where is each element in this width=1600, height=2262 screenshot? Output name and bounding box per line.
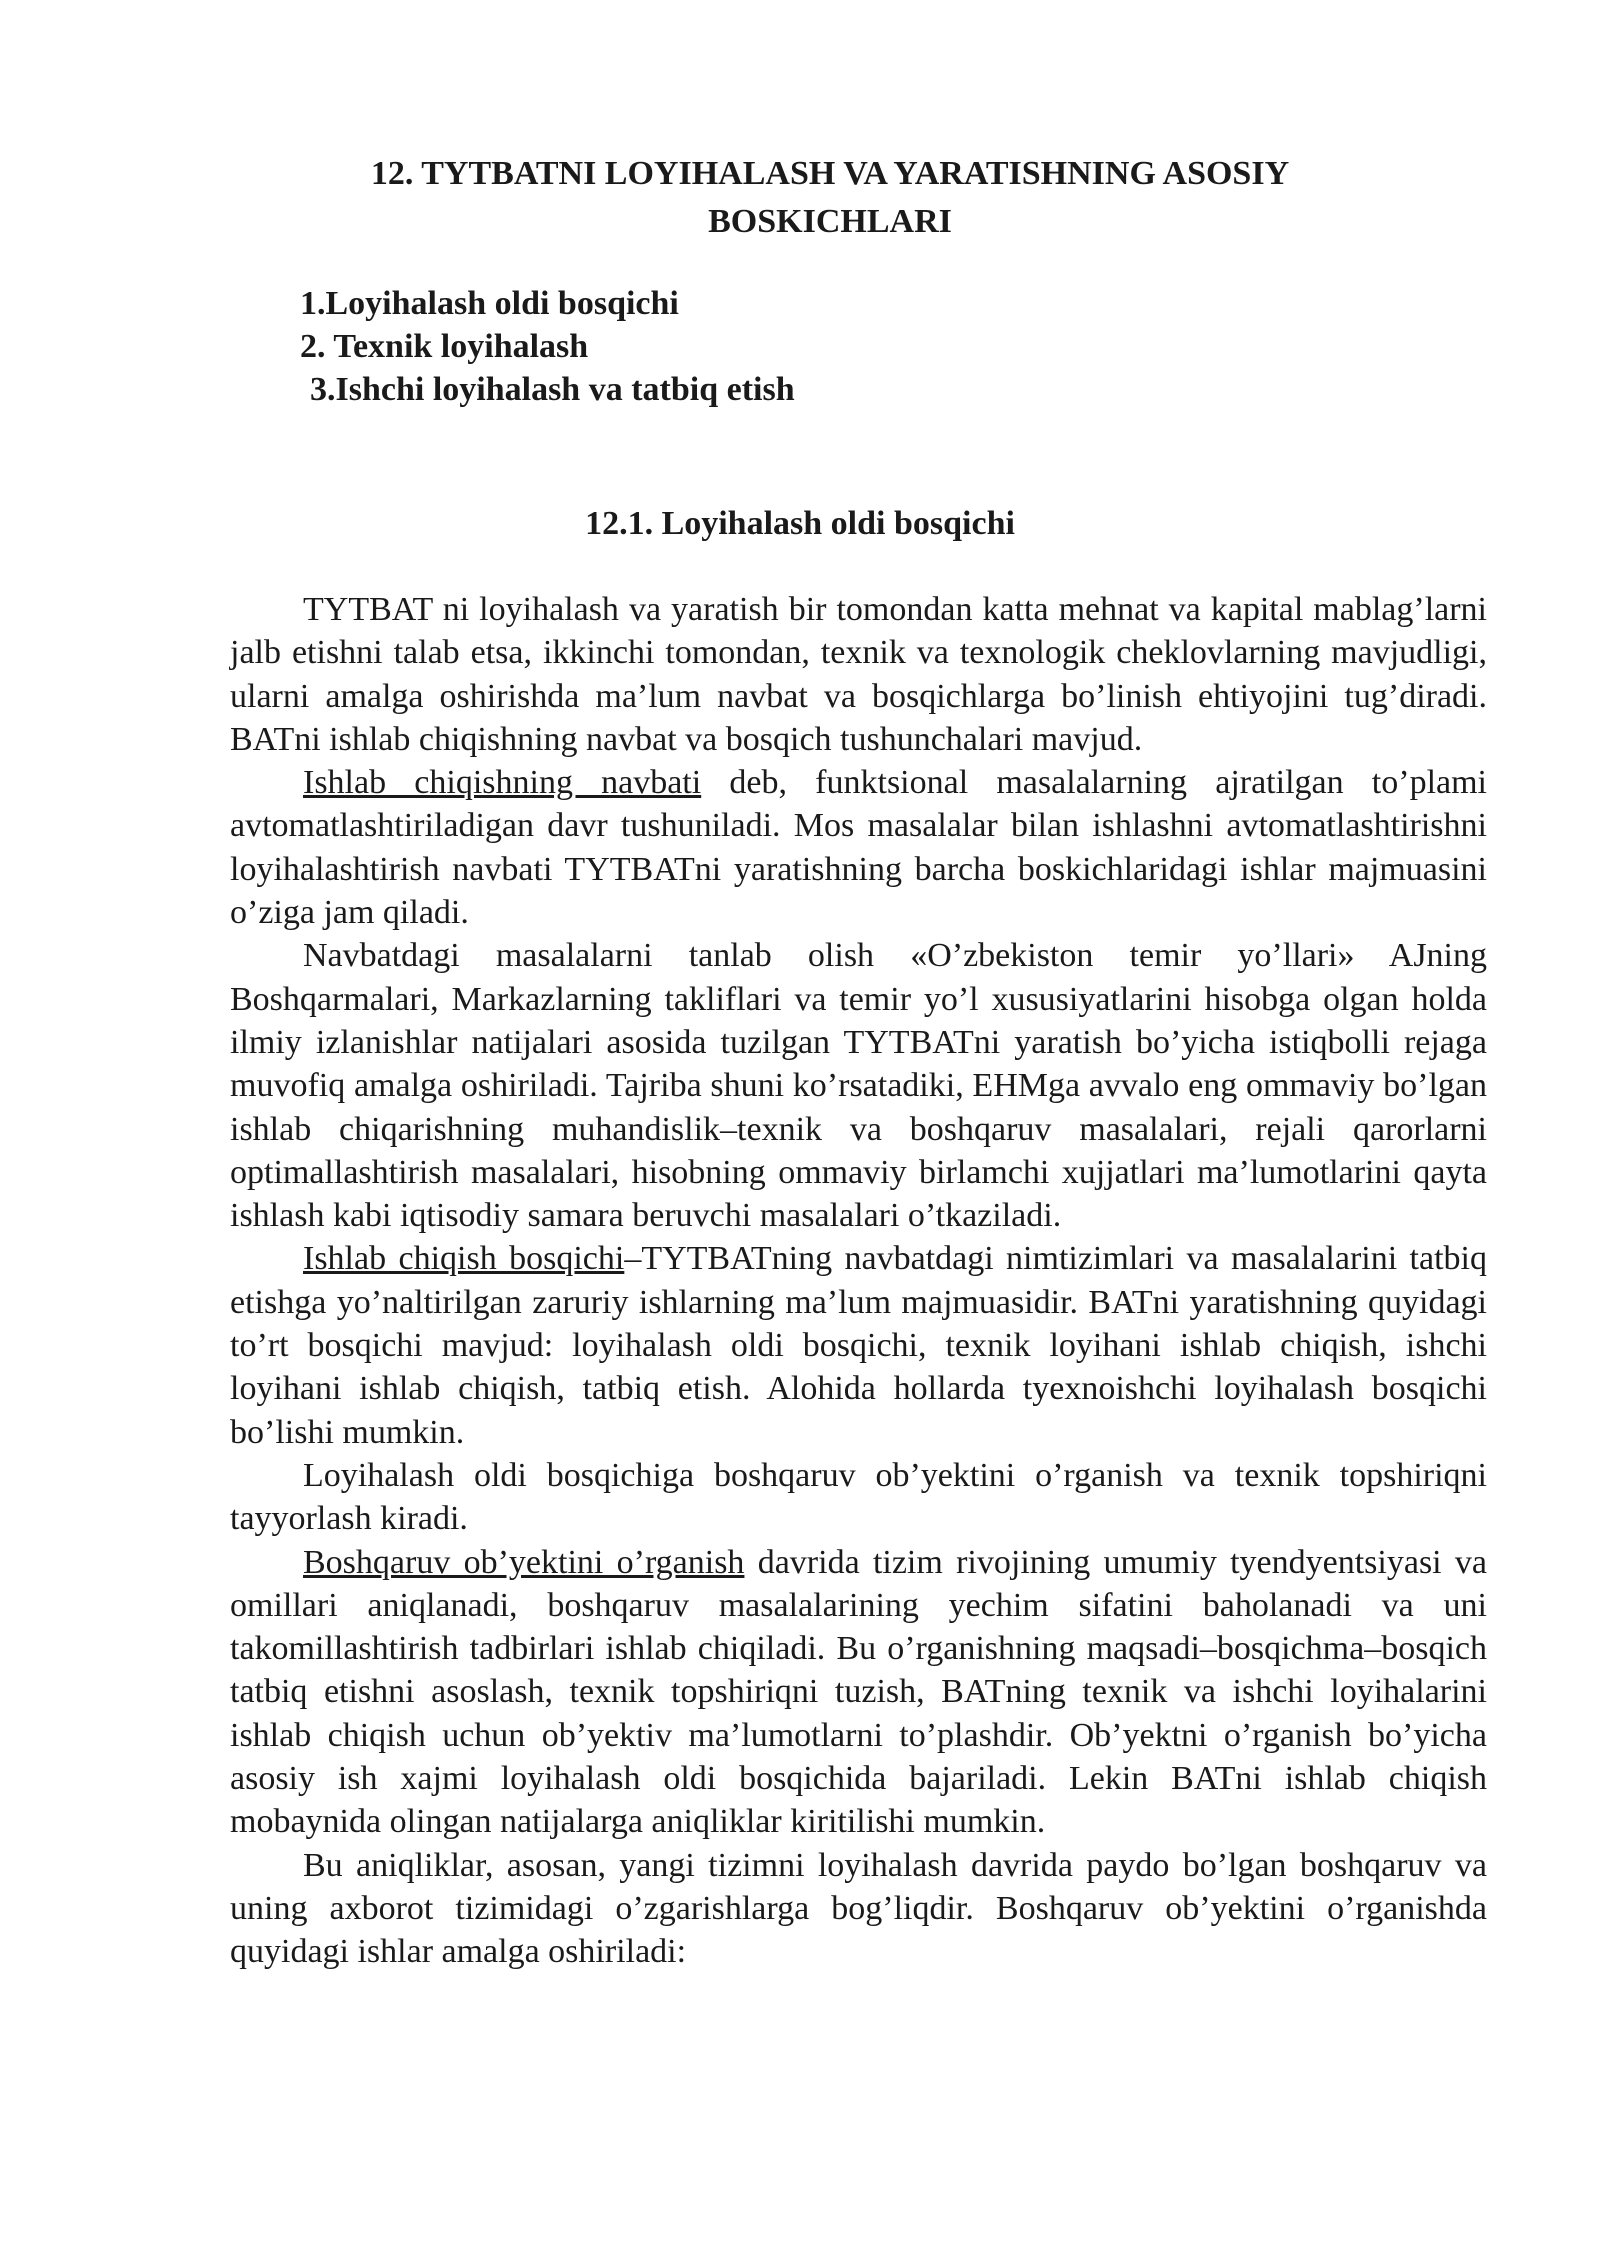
term-boshqaruv-obyektini-organish: Boshqaruv ob’yektini o’rganish: [303, 1543, 745, 1581]
paragraph-2-text: deb, funktsional masalalarning ajratilgan to’plami avtomatlashtiriladigan davr tushuniladi. Mos masalalar bilan ishlashni avtomatlashtirishni loyihalashtirish navbati TYTBATni yaratishning barcha boskichlaridagi ishlar majmuasini o’ziga jam qiladi.: [230, 764, 1487, 932]
paragraph-4-text: –TYTBATning navbatdagi nimtizimlari va masalalarini tatbiq etishga yo’naltirilgan zaruriy ishlarning ma’lum majmuasidir. BATni yaratishning quyidagi to’rt bosqichi mavjud: loyihalash oldi bosqichi, texnik loyihani ishlab chiqish, ishchi loyihani ishlab chiqish, tatbiq etish. Alohida hollarda tyexnoishchi loyihalash bosqichi bo’lishi mumkin.: [230, 1240, 1487, 1451]
paragraph-7: Bu aniqliklar, asosan, yangi tizimni loyihalash davrida paydo bo’lgan boshqaruv va uning axborot tizimidagi o’zgarishlarga bog’liqdir. Boshqaruv ob’yektini o’rganishda quyidagi ishlar amalga oshiriladi:: [230, 1846, 1487, 1971]
paragraph-4: [230, 1237, 1487, 1453]
stage-list-item-1: 1.Loyihalash oldi bosqichi: [300, 285, 679, 322]
chapter-title-line-1: 12. TYTBATNI LOYIHALASH VA YARATISHNING ASOSIY: [370, 155, 1290, 192]
paragraph-3: Navbatdagi masalalarni tanlab olish «O’zbekiston temir yo’llari» AJning Boshqarmalari, Markazlarning takliflari va temir yo’l xususiyatlarini hisobga olgan holda ilmiy izlanishlar natijalari asosida tuzilgan TYTBATni yaratish bo’yicha istiqbolli rejaga muvofiq amalga oshiriladi. Tajriba shuni ko’rsatadiki, EHMga avvalo eng ommaviy bo’lgan ishlab chiqarishning muhandislik–texnik va boshqaruv masalalari, rejali qarorlarni optimallashtirish masalalari, hisobning ommaviy birlamchi xujjatlari ma’lumotlarini qayta ishlash kabi iqtisodiy samara beruvchi masalalari o’tkaziladi.: [230, 937, 1487, 1235]
stage-list-item-2: 2. Texnik loyihalash: [300, 328, 589, 365]
section-title: 12.1. Loyihalash oldi bosqichi: [585, 505, 1015, 542]
body-text: [230, 588, 1487, 1974]
chapter-title-line-2: BOSKICHLARI: [708, 203, 952, 240]
paragraph-2: [230, 761, 1487, 934]
paragraph-1: TYTBAT ni loyihalash va yaratish bir tomondan katta mehnat va kapital mablag’larni jalb etishni talab etsa, ikkinchi tomondan, texnik va texnologik cheklovlarning mavjudligi, ularni amalga oshirishda ma’lum navbat va bosqichlarga bo’linish ehtiyojini tug’diradi. BATni ishlab chiqishning navbat va bosqich tushunchalari mavjud.: [230, 591, 1487, 758]
chapter-title: [330, 150, 1330, 246]
paragraph-5: Loyihalash oldi bosqichiga boshqaruv ob’yektini o’rganish va texnik topshiriqni tayyorlash kiradi.: [230, 1456, 1487, 1538]
paragraph-6: [230, 1541, 1487, 1844]
term-ishlab-chiqish-bosqichi: Ishlab chiqish bosqichi: [303, 1240, 625, 1278]
stage-list-item-3: 3.Ishchi loyihalash va tatbiq etish: [310, 371, 795, 408]
paragraph-6-text: davrida tizim rivojining umumiy tyendyentsiyasi va omillari aniqlanadi, boshqaruv masalalarining yechim sifatini baholanadi va uni takomillashtirish tadbirlari ishlab chiqiladi. Bu o’rganishning maqsadi–bosqichma–bosqich tatbiq etishni asoslash, texnik topshiriqni tuzish, BATning texnik va ishchi loyihalarini ishlab chiqish uchun ob’yektiv ma’lumotlarni to’plashdir. Ob’yektni o’rganish bo’yicha asosiy ish xajmi loyihalash oldi bosqichida bajariladi. Lekin BATni ishlab chiqish mobaynida olingan natijalarga aniqliklar kiritilishi mumkin.: [230, 1543, 1487, 1841]
term-ishlab-chiqishning-navbati: Ishlab chiqishning navbati: [303, 764, 702, 802]
stage-list: [300, 282, 795, 411]
